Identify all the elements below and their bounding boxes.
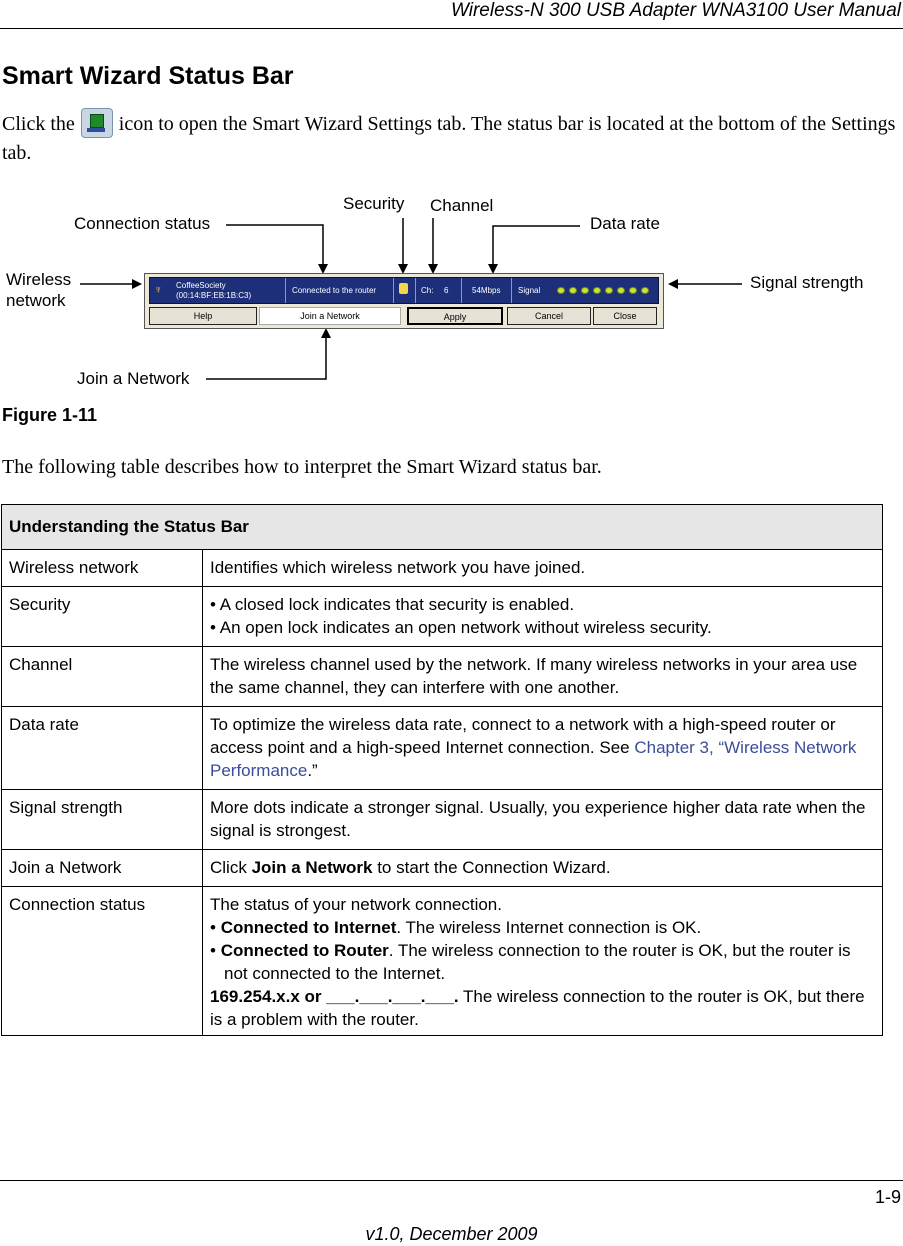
signal-dot — [557, 287, 565, 294]
bullet-text: . The wireless Internet connection is OK. — [396, 918, 702, 937]
intro-paragraph — [2, 108, 900, 168]
help-button[interactable]: Help — [149, 307, 257, 325]
term-cell: Connection status — [2, 887, 203, 1036]
table-row — [2, 587, 883, 647]
signal-dot — [593, 287, 601, 294]
rate-cell — [462, 278, 512, 303]
table-header-row — [2, 505, 883, 550]
term-cell: Data rate — [2, 707, 203, 790]
desc-text: To optimize the wireless data rate, connect to a network with a high-speed router or access point and a high-speed Internet connection. See — [210, 715, 836, 757]
table-row — [2, 887, 883, 1036]
signal-dot — [641, 287, 649, 294]
desc-cell — [203, 707, 883, 790]
signal-cell — [512, 278, 658, 303]
data-rate-line — [493, 226, 580, 272]
chapter-link[interactable]: Chapter 3, “Wireless Network Performance — [210, 738, 857, 780]
signal-dot — [605, 287, 613, 294]
callout-wireless-line1: Wireless — [6, 270, 72, 289]
callout-wireless-line2: network — [6, 291, 66, 310]
network-ssid: CoffeeSociety — [176, 281, 226, 290]
desc-cell — [203, 850, 883, 887]
ip-text: The wireless connection to the router is OK, but there is a problem with the router. — [210, 987, 865, 1029]
bullet-item: • A closed lock indicates that security is enabled. — [210, 595, 575, 614]
desc-cell: The wireless channel used by the network. If many wireless networks in your area use the same channel, they can interfere with one another. — [203, 647, 883, 707]
desc-text-end: .” — [307, 761, 318, 780]
connection-status-line — [226, 225, 323, 272]
join-network-line — [206, 330, 326, 379]
bullet-bold: Connected to Internet — [220, 918, 397, 937]
table-intro: The following table describes how to interpret the Smart Wizard status bar. — [2, 456, 602, 478]
close-button[interactable]: Close — [593, 307, 657, 325]
connection-status-text: Connected to the router — [292, 286, 377, 295]
table-row — [2, 550, 883, 587]
callout-connection-status: Connection status — [74, 214, 211, 233]
status-bar-top-row — [149, 277, 659, 304]
callout-join-network: Join a Network — [77, 369, 190, 388]
desc-cell: More dots indicate a stronger signal. Usually, you experience higher data rate when the signal is strongest. — [203, 790, 883, 850]
smart-wizard-icon — [81, 108, 113, 138]
desc-cell: Identifies which wireless network you have joined. — [203, 550, 883, 587]
signal-dot — [581, 287, 589, 294]
table-row — [2, 850, 883, 887]
table-row — [2, 707, 883, 790]
apply-button[interactable]: Apply — [407, 307, 503, 325]
callout-channel: Channel — [430, 196, 494, 215]
signal-dot — [629, 287, 637, 294]
table-heading: Understanding the Status Bar — [2, 505, 883, 550]
desc-text: Click — [210, 858, 252, 877]
status-bar-table — [1, 504, 883, 1036]
ip-bold: 169.254.x.x or ___.___.___.___. — [210, 987, 459, 1006]
cancel-button[interactable]: Cancel — [507, 307, 591, 325]
network-cell — [150, 278, 286, 303]
term-cell: Channel — [2, 647, 203, 707]
version-line: v1.0, December 2009 — [365, 1224, 538, 1244]
term-cell: Join a Network — [2, 850, 203, 887]
security-cell — [394, 278, 416, 303]
channel-value: 6 — [444, 286, 449, 295]
data-rate-value: 54Mbps — [472, 286, 501, 295]
bullet-bold: Connected to Router — [220, 941, 389, 960]
join-network-button[interactable]: Join a Network — [259, 307, 401, 325]
desc-line — [210, 985, 875, 1031]
term-cell: Security — [2, 587, 203, 647]
connection-cell — [286, 278, 394, 303]
header-rule — [0, 28, 903, 29]
manual-title: Wireless-N 300 USB Adapter WNA3100 User Manual — [450, 0, 901, 21]
channel-label: Ch: — [421, 286, 434, 295]
callout-data-rate: Data rate — [590, 214, 660, 233]
callout-security: Security — [343, 194, 405, 213]
callout-signal-strength: Signal strength — [750, 273, 864, 292]
intro-before-icon: Click the — [2, 113, 75, 135]
table-row — [2, 790, 883, 850]
bullet-text: . The wireless connection to the router is OK, but the router is not connected to the Internet. — [224, 941, 851, 983]
desc-text-end: to start the Connection Wizard. — [372, 858, 611, 877]
bullet-item: • Connected to Internet. The wireless Internet connection is OK. — [210, 918, 702, 937]
intro-after-icon: icon to open the Smart Wizard Settings tab. The status bar is located at the bottom of the Settings tab. — [2, 113, 896, 164]
lock-icon — [399, 283, 408, 294]
signal-dot — [617, 287, 625, 294]
figure-caption: Figure 1-11 — [2, 405, 98, 425]
bullet-item: • An open lock indicates an open network without wireless security. — [210, 618, 712, 637]
term-cell: Signal strength — [2, 790, 203, 850]
desc-cell — [203, 587, 883, 647]
desc-bold: Join a Network — [251, 858, 373, 877]
bullet-item: • Connected to Router. The wireless connection to the router is OK, but the router is not connected to the Internet. — [210, 941, 851, 983]
callout-wireless-network — [6, 269, 71, 311]
network-mac: (00:14:BF:EB:1B:C3) — [176, 291, 252, 300]
table-row — [2, 647, 883, 707]
term-cell: Wireless network — [2, 550, 203, 587]
channel-cell — [416, 278, 462, 303]
desc-line: The status of your network connection. — [210, 895, 502, 914]
antenna-icon: ♆ — [154, 284, 163, 296]
status-bar — [144, 273, 664, 329]
signal-label: Signal — [518, 286, 541, 295]
signal-dot — [569, 287, 577, 294]
page-number: 1-9 — [874, 1187, 901, 1207]
footer-rule — [0, 1180, 903, 1181]
desc-cell — [203, 887, 883, 1036]
section-title: Smart Wizard Status Bar — [2, 62, 294, 90]
